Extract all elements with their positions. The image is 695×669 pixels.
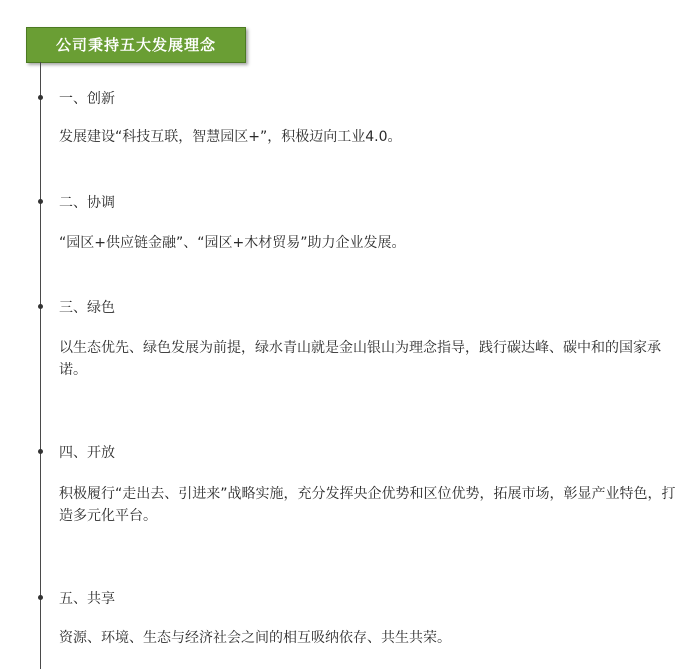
section-title-banner [26, 27, 246, 63]
concept-heading: 五、共享 [59, 591, 115, 607]
concept-description: 以生态优先、绿色发展为前提，绿水青山就是金山银山为理念指导，践行碳达峰、碳中和的国家承诺。 [59, 340, 661, 378]
concept-description: 资源、环境、生态与经济社会之间的相互吸纳依存、共生共荣。 [59, 630, 451, 646]
timeline-bullet [38, 595, 43, 600]
concept-heading: 四、开放 [59, 445, 115, 461]
concept-description: 发展建设“科技互联，智慧园区+”，积极迈向工业4.0。 [59, 129, 402, 145]
timeline-line [40, 62, 41, 669]
timeline-bullet [38, 95, 43, 100]
concept-heading: 一、创新 [59, 91, 115, 107]
timeline-bullet [38, 449, 43, 454]
concept-heading: 二、协调 [59, 195, 115, 211]
timeline-bullet [38, 304, 43, 309]
concept-description: “园区+供应链金融”、“园区+木材贸易”助力企业发展。 [59, 235, 406, 251]
concept-heading: 三、绿色 [59, 300, 115, 316]
concept-description: 积极履行“走出去、引进来”战略实施，充分发挥央企优势和区位优势，拓展市场，彰显产业特色，打造多元化平台。 [59, 486, 676, 524]
section-title: 公司秉持五大发展理念 [55, 36, 216, 54]
timeline-bullet [38, 199, 43, 204]
